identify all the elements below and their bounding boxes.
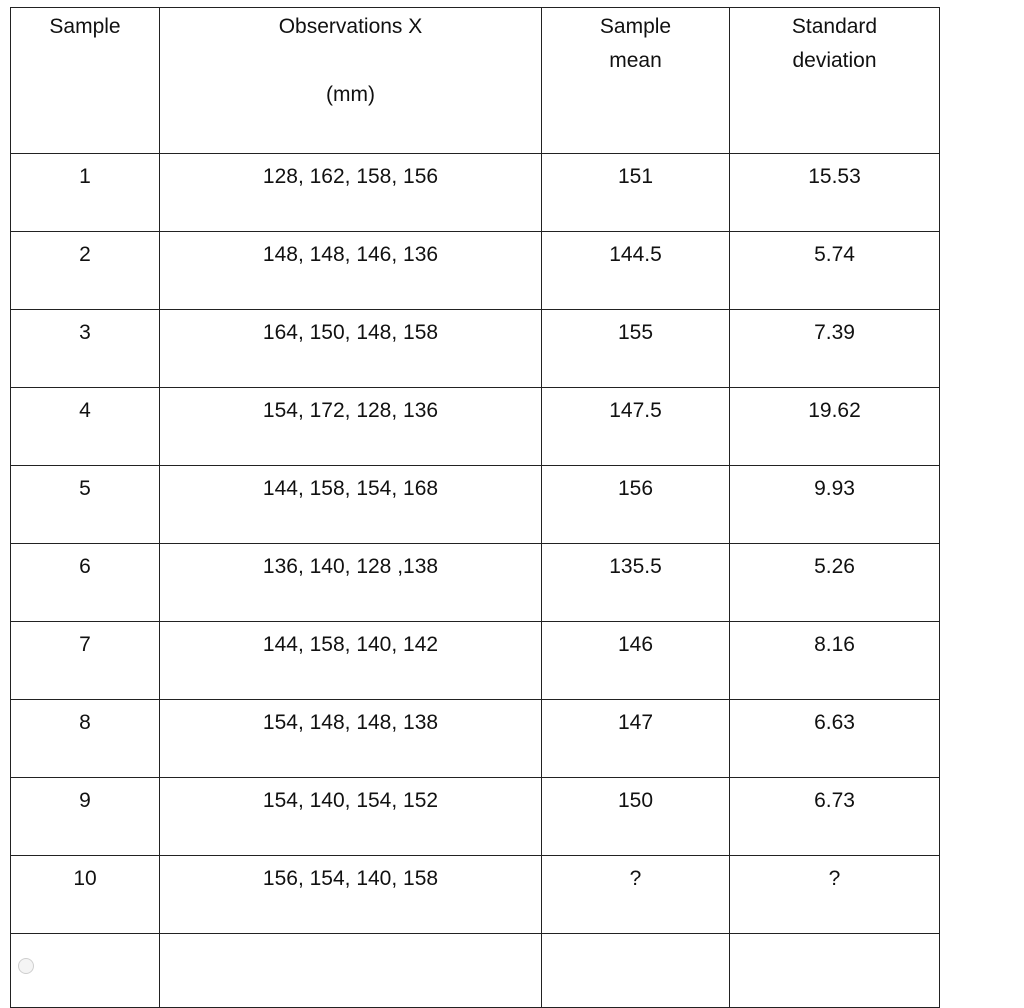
cell-standard-deviation: 19.62 — [730, 388, 940, 466]
cell-sample: 8 — [11, 700, 160, 778]
empty-cell — [730, 934, 940, 1008]
cell-sample-mean: 150 — [542, 778, 730, 856]
cell-sample: 2 — [11, 232, 160, 310]
cell-sample-mean: 155 — [542, 310, 730, 388]
header-standard-deviation — [730, 8, 940, 154]
cell-sample-mean: 147.5 — [542, 388, 730, 466]
cell-standard-deviation: ? — [730, 856, 940, 934]
table-row — [11, 232, 940, 310]
table-row — [11, 310, 940, 388]
cell-observations: 154, 140, 154, 152 — [160, 778, 542, 856]
header-sd-line1: Standard — [791, 15, 878, 38]
table-row — [11, 154, 940, 232]
table-row — [11, 700, 940, 778]
cell-observations: 156, 154, 140, 158 — [160, 856, 542, 934]
header-observations — [160, 8, 542, 154]
corner-circle-icon — [18, 958, 34, 974]
empty-cell — [11, 934, 160, 1008]
cell-standard-deviation: 9.93 — [730, 466, 940, 544]
cell-observations: 128, 162, 158, 156 — [160, 154, 542, 232]
cell-sample-mean: 156 — [542, 466, 730, 544]
cell-standard-deviation: 6.63 — [730, 700, 940, 778]
empty-cell — [160, 934, 542, 1008]
table-row — [11, 466, 940, 544]
cell-observations: 154, 172, 128, 136 — [160, 388, 542, 466]
header-sample-mean — [542, 8, 730, 154]
cell-sample: 4 — [11, 388, 160, 466]
empty-row — [11, 934, 940, 1008]
cell-standard-deviation: 6.73 — [730, 778, 940, 856]
cell-observations: 154, 148, 148, 138 — [160, 700, 542, 778]
header-observations-label: Observations X — [278, 15, 423, 38]
cell-sample: 5 — [11, 466, 160, 544]
cell-observations: 144, 158, 140, 142 — [160, 622, 542, 700]
cell-standard-deviation: 7.39 — [730, 310, 940, 388]
empty-cell — [542, 934, 730, 1008]
table-row — [11, 544, 940, 622]
cell-sample: 7 — [11, 622, 160, 700]
header-observations-unit: (mm) — [326, 83, 375, 106]
cell-sample-mean: 147 — [542, 700, 730, 778]
table-row — [11, 856, 940, 934]
cell-sample-mean: ? — [542, 856, 730, 934]
cell-observations: 148, 148, 146, 136 — [160, 232, 542, 310]
cell-sample-mean: 151 — [542, 154, 730, 232]
cell-sample: 6 — [11, 544, 160, 622]
cell-standard-deviation: 5.26 — [730, 544, 940, 622]
header-sample-label: Sample — [49, 15, 121, 38]
cell-sample: 3 — [11, 310, 160, 388]
cell-sample-mean: 135.5 — [542, 544, 730, 622]
cell-sample: 10 — [11, 856, 160, 934]
header-sample — [11, 8, 160, 154]
cell-standard-deviation: 15.53 — [730, 154, 940, 232]
cell-sample: 1 — [11, 154, 160, 232]
header-row — [11, 8, 940, 154]
header-mean-line2: mean — [609, 49, 662, 72]
cell-sample-mean: 144.5 — [542, 232, 730, 310]
cell-sample: 9 — [11, 778, 160, 856]
table-row — [11, 622, 940, 700]
observations-table — [10, 7, 940, 1008]
cell-observations: 136, 140, 128 ,138 — [160, 544, 542, 622]
cell-observations: 144, 158, 154, 168 — [160, 466, 542, 544]
table-row — [11, 778, 940, 856]
header-mean-line1: Sample — [599, 15, 672, 38]
cell-standard-deviation: 8.16 — [730, 622, 940, 700]
header-sd-line2: deviation — [792, 49, 877, 72]
cell-observations: 164, 150, 148, 158 — [160, 310, 542, 388]
cell-sample-mean: 146 — [542, 622, 730, 700]
cell-standard-deviation: 5.74 — [730, 232, 940, 310]
table-row — [11, 388, 940, 466]
